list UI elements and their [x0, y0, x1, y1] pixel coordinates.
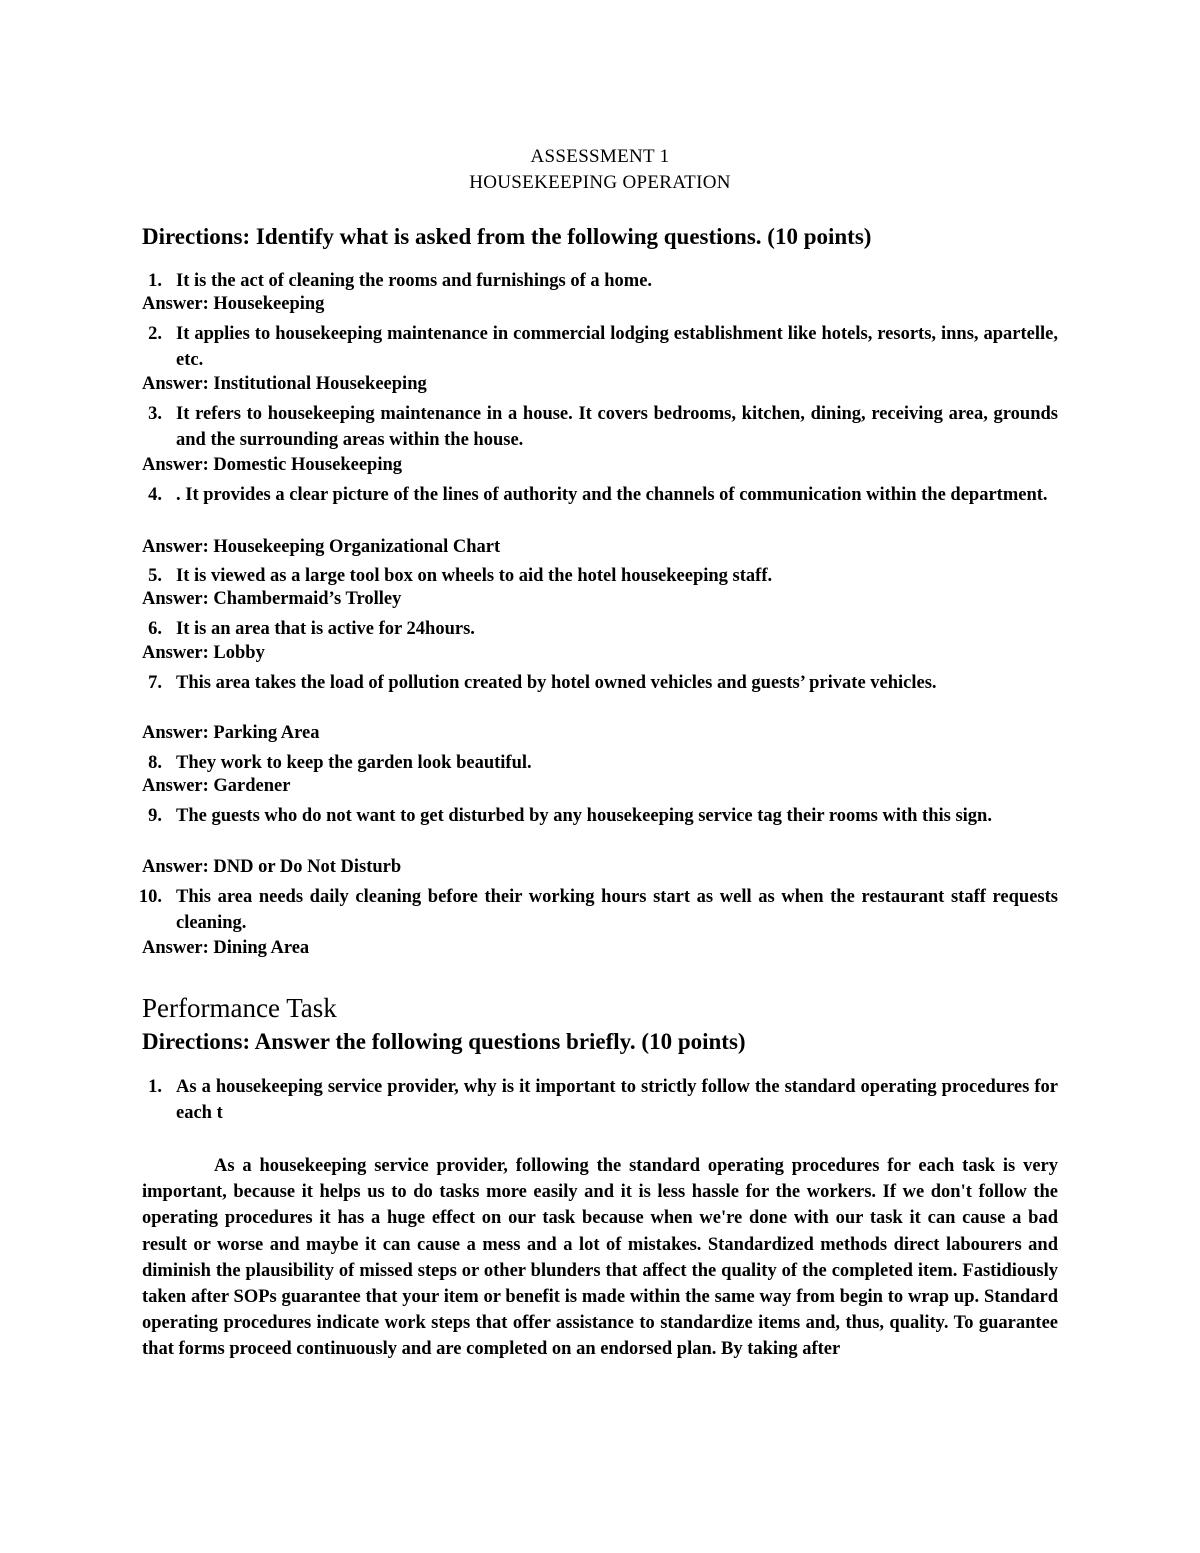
answer-text: Answer: Lobby [142, 643, 265, 663]
item-number: 3. [148, 404, 162, 424]
item-number: 5. [148, 566, 162, 586]
essay-answer: As a housekeeping service provider, following the standard operating procedures for each task is very important, because it helps us to do tasks more easily and it is less hassle for the workers. If we don't follow the operating procedures it has a huge effect on our task because when we're done with our task it can cause a bad result or worse and maybe it can cause a mess and a lot of mistakes. Standardized methods direct labourers and diminish the plausibility of missed steps or other blunders that affect the quality of the completed item. Fastidiously taken after SOPs guarantee that your item or benefit is made within the same way from begin to wrap up. Standard operating procedures indicate work steps that offer assistance to standardize items and, thus, quality. To guarantee that forms proceed continuously and are completed on an endorsed plan. By taking after [142, 1156, 1058, 1360]
document-title: ASSESSMENT 1 [530, 146, 670, 167]
question-text: It is an area that is active for 24hours. [176, 619, 475, 639]
item-number: 10. [138, 887, 162, 907]
question-text: This area takes the load of pollution created by hotel owned vehicles and guests’ private vehicles. [176, 673, 937, 693]
item-number: 6. [148, 619, 162, 639]
question-text: This area needs daily cleaning before their working hours start as well as when the restaurant staff requests cleaning. [176, 887, 1058, 933]
answer-text: Answer: Dining Area [142, 938, 310, 958]
item-number: 1. [148, 1077, 162, 1097]
answer-text: Answer: Parking Area [142, 723, 320, 743]
question-text: It is viewed as a large tool box on wheels to aid the hotel housekeeping staff. [176, 566, 773, 586]
question-text: As a housekeeping service provider, why is it important to strictly follow the standard operating procedures for each t [176, 1077, 1058, 1123]
question-text: It applies to housekeeping maintenance in commercial lodging establishment like hotels, resorts, inns, apartelle, etc. [176, 324, 1058, 370]
item-number: 7. [148, 673, 162, 693]
question-text: The guests who do not want to get disturbed by any housekeeping service tag their rooms with this sign. [176, 806, 992, 826]
part1-directions: Directions: Identify what is asked from the following questions. (10 points) [142, 224, 872, 249]
answer-text: Answer: Institutional Housekeeping [142, 374, 427, 394]
performance-task-heading: Performance Task [142, 993, 337, 1023]
item-number: 9. [148, 806, 162, 826]
question-text: It refers to housekeeping maintenance in a house. It covers bedrooms, kitchen, dining, receiving area, grounds and the surrounding areas within the house. [176, 404, 1058, 450]
item-number: 2. [148, 324, 162, 344]
answer-text: Answer: Housekeeping [142, 294, 325, 314]
document-subtitle: HOUSEKEEPING OPERATION [469, 172, 731, 193]
question-text: They work to keep the garden look beautiful. [176, 753, 532, 773]
answer-text: Answer: Housekeeping Organizational Chart [142, 537, 501, 557]
item-number: 4. [148, 485, 162, 505]
question-text: It is the act of cleaning the rooms and furnishings of a home. [176, 271, 653, 291]
answer-text: Answer: Domestic Housekeeping [142, 455, 403, 475]
answer-text: Answer: Gardener [142, 776, 291, 796]
item-number: 8. [148, 753, 162, 773]
answer-text: Answer: Chambermaid’s Trolley [142, 589, 402, 609]
item-number: 1. [148, 271, 162, 291]
answer-text: Answer: DND or Do Not Disturb [142, 857, 402, 877]
question-text: . It provides a clear picture of the lines of authority and the channels of communication within the department. [176, 485, 1048, 505]
part2-directions: Directions: Answer the following questions briefly. (10 points) [142, 1029, 746, 1054]
